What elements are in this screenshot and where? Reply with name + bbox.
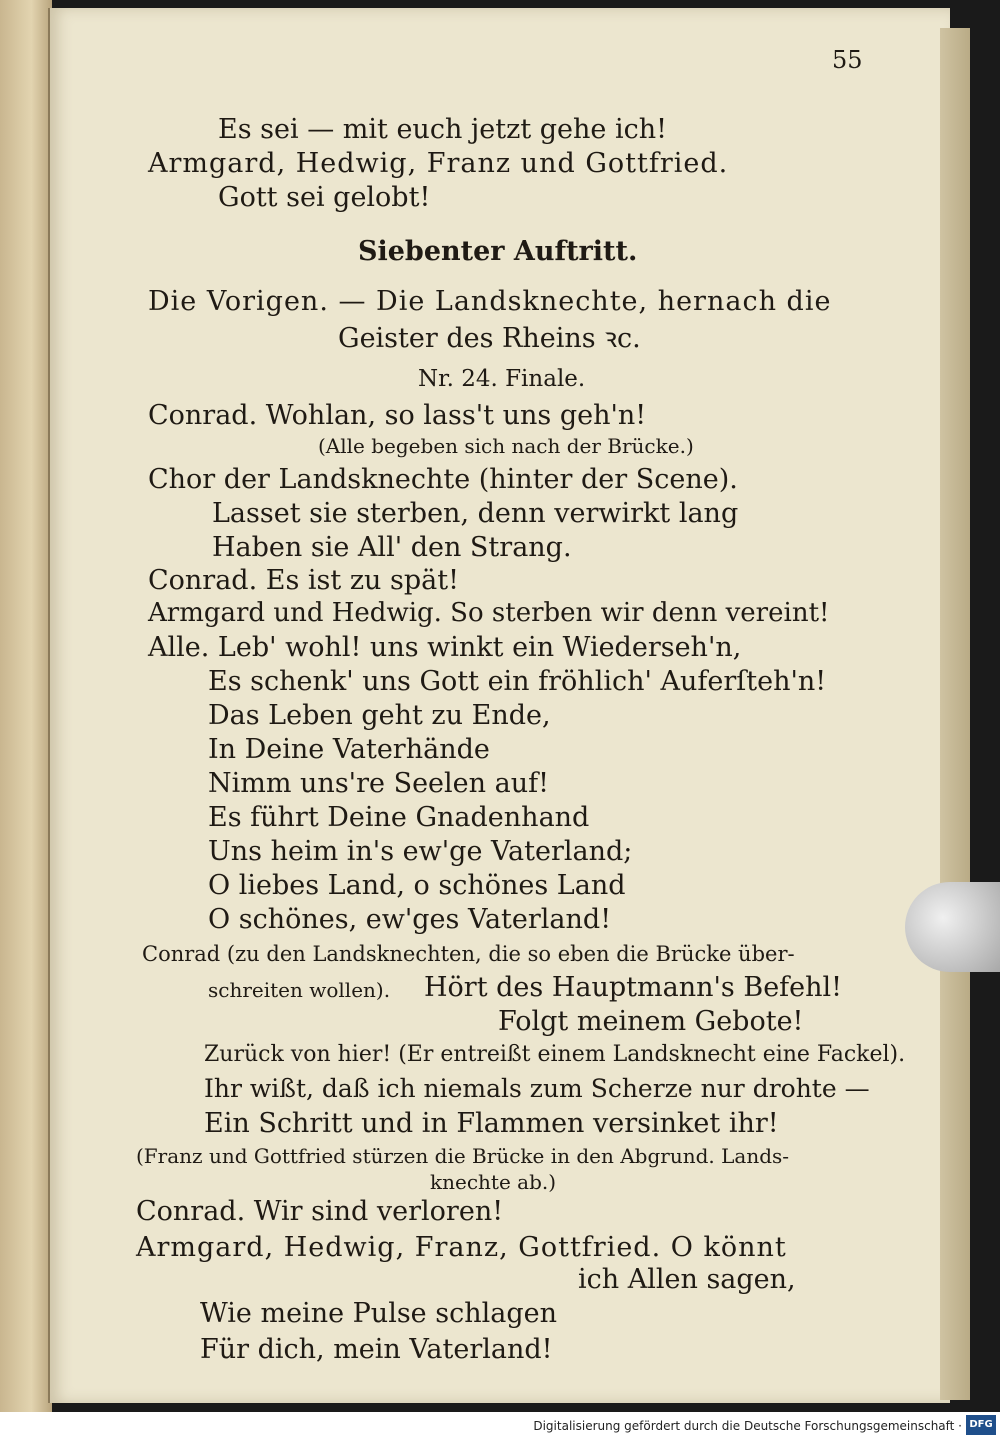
footer-text: Digitalisierung gefördert durch die Deutsche Forschungsgemeinschaft ·	[533, 1419, 962, 1433]
text-line: Die Vorigen. — Die Landsknechte, hernach die	[148, 286, 832, 317]
text-line: Das Leben geht zu Ende,	[208, 700, 551, 731]
text-line: O schönes, ew'ges Vaterland!	[208, 904, 612, 935]
text-line: Conrad. Wir sind verloren!	[136, 1196, 504, 1227]
text-line: Alle. Leb' wohl! uns winkt ein Wiederseh'n,	[148, 632, 742, 663]
scene-heading: Siebenter Auftritt.	[358, 236, 638, 267]
text-line: O liebes Land, o schönes Land	[208, 870, 626, 901]
dfg-logo-icon: DFG	[966, 1415, 996, 1435]
stage-direction: schreiten wollen).	[208, 978, 391, 1002]
text-line: Armgard, Hedwig, Franz, Gottfried. O könnt	[136, 1232, 787, 1263]
text-line: Conrad. Es ist zu spät!	[148, 565, 459, 596]
stage-direction: (Alle begeben sich nach der Brücke.)	[318, 434, 694, 458]
text-line: Conrad. Wohlan, so lass't uns geh'n!	[148, 400, 647, 431]
text-line: Armgard und Hedwig. So sterben wir denn vereint!	[148, 598, 830, 628]
text-line: In Deine Vaterhände	[208, 734, 490, 765]
text-line: Nimm uns're Seelen auf!	[208, 768, 549, 799]
text-line: ich Allen sagen,	[578, 1264, 796, 1295]
left-page-edge	[0, 0, 52, 1420]
text-line: Armgard, Hedwig, Franz und Gottfried.	[148, 148, 729, 179]
text-line: Lasset sie sterben, denn verwirkt lang	[212, 498, 739, 529]
text-line: Haben sie All' den Strang.	[212, 532, 572, 563]
number-heading: Nr. 24. Finale.	[418, 366, 586, 392]
text-line: Es sei — mit euch jetzt gehe ich!	[218, 114, 667, 145]
text-line: Wie meine Pulse schlagen	[200, 1298, 557, 1329]
text-line: Uns heim in's ew'ge Vaterland;	[208, 836, 633, 867]
text-line: Conrad (zu den Landsknechten, die so eben die Brücke über-	[142, 942, 795, 966]
page-clip	[905, 882, 1000, 972]
text-line: Für dich, mein Vaterland!	[200, 1334, 553, 1365]
text-line: Ihr wißt, daß ich niemals zum Scherze nur drohte —	[204, 1074, 870, 1103]
page-fore-edge	[940, 28, 970, 1400]
text-line: Hört des Hauptmann's Befehl!	[424, 972, 843, 1003]
text-line: Es führt Deine Gnadenhand	[208, 802, 590, 833]
text-line: Zurück von hier! (Er entreißt einem Landsknecht eine Fackel).	[204, 1042, 906, 1067]
text-line: Folgt meinem Gebote!	[498, 1006, 804, 1037]
text-line: Geister des Rheins ꝛc.	[338, 323, 641, 354]
text-line: Chor der Landsknechte (hinter der Scene).	[148, 464, 738, 495]
stage-direction: knechte ab.)	[430, 1170, 557, 1194]
text-line: Gott sei gelobt!	[218, 182, 431, 213]
text-line: Es schenk' uns Gott ein fröhlich' Auferſteh'n!	[208, 666, 827, 697]
text-line: Ein Schritt und in Flammen versinket ihr!	[204, 1108, 779, 1139]
page-number: 55	[832, 46, 863, 74]
stage-direction: (Franz und Gottfried stürzen die Brücke in den Abgrund. Lands-	[136, 1144, 790, 1168]
